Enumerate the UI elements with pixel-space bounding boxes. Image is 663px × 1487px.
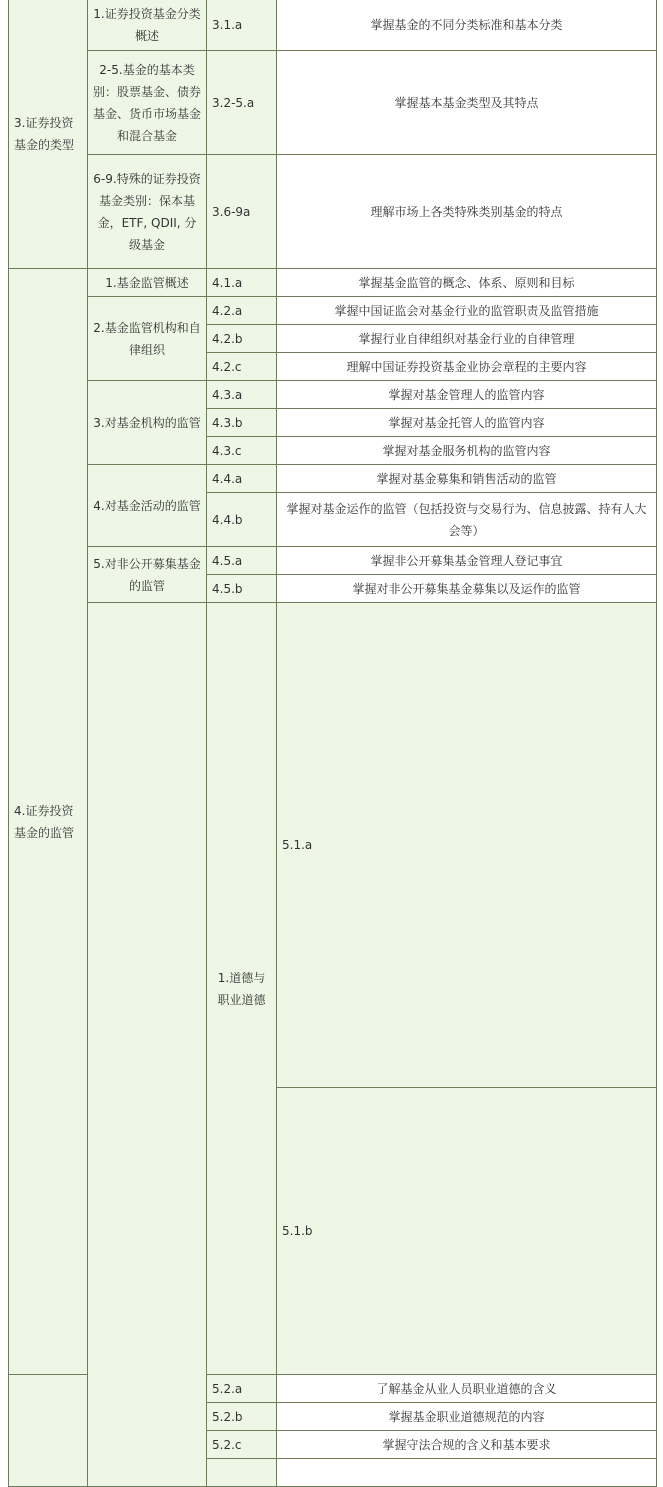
code-cell <box>207 1459 277 1487</box>
requirement-cell <box>277 1459 657 1487</box>
requirement-cell: 掌握对基金运作的监管（包括投资与交易行为、信息披露、持有人大会等） <box>277 493 657 547</box>
chapter-cell <box>88 603 207 1487</box>
requirement-cell: 掌握对基金管理人的监管内容 <box>277 381 657 409</box>
table-row <box>9 547 657 575</box>
section-cell: 1.基金监管概述 <box>88 269 207 297</box>
section-cell: 2-5.基金的基本类别：股票基金、债券基金、货币市场基金和混合基金 <box>88 51 207 155</box>
code-cell: 3.6-9a <box>207 155 277 269</box>
table-row <box>9 269 657 297</box>
section-cell <box>9 1375 88 1487</box>
code-cell: 4.2.c <box>207 353 277 381</box>
table-row <box>9 0 657 51</box>
section-cell: 5.对非公开募集基金的监管 <box>88 547 207 603</box>
section-cell: 1.道德与职业道德 <box>207 603 277 1375</box>
requirement-cell: 掌握基本基金类型及其特点 <box>277 51 657 155</box>
requirement-cell: 掌握行业自律组织对基金行业的自律管理 <box>277 325 657 353</box>
table-row <box>9 381 657 409</box>
requirement-cell: 掌握对基金募集和销售活动的监管 <box>277 465 657 493</box>
code-cell: 4.5.b <box>207 575 277 603</box>
code-cell: 5.2.b <box>207 1403 277 1431</box>
code-cell: 4.3.c <box>207 437 277 465</box>
table-row <box>9 155 657 269</box>
requirement-cell: 掌握对非公开募集基金募集以及运作的监管 <box>277 575 657 603</box>
code-cell: 5.1.a <box>277 603 657 1088</box>
syllabus-table <box>8 0 657 1487</box>
code-cell: 5.2.c <box>207 1431 277 1459</box>
section-cell: 6-9.特殊的证券投资基金类别：保本基金，ETF, QDII, 分级基金 <box>88 155 207 269</box>
section-cell: 2.基金监管机构和自律组织 <box>88 297 207 381</box>
code-cell: 3.2-5.a <box>207 51 277 155</box>
requirement-cell: 了解基金从业人员职业道德的含义 <box>277 1375 657 1403</box>
code-cell: 5.1.b <box>277 1088 657 1375</box>
requirement-cell: 掌握基金监管的概念、体系、原则和目标 <box>277 269 657 297</box>
requirement-cell: 掌握对基金服务机构的监管内容 <box>277 437 657 465</box>
code-cell: 4.4.b <box>207 493 277 547</box>
table-row <box>9 51 657 155</box>
section-cell: 4.对基金活动的监管 <box>88 465 207 547</box>
code-cell: 3.1.a <box>207 0 277 51</box>
code-cell: 4.3.a <box>207 381 277 409</box>
table-row <box>9 465 657 493</box>
section-cell: 3.对基金机构的监管 <box>88 381 207 465</box>
code-cell: 4.1.a <box>207 269 277 297</box>
table-row <box>9 297 657 325</box>
requirement-cell: 掌握非公开募集基金管理人登记事宜 <box>277 547 657 575</box>
table-row <box>9 603 657 1088</box>
code-cell: 5.2.a <box>207 1375 277 1403</box>
requirement-cell: 掌握守法合规的含义和基本要求 <box>277 1431 657 1459</box>
requirement-cell: 理解市场上各类特殊类别基金的特点 <box>277 155 657 269</box>
requirement-cell: 掌握基金的不同分类标准和基本分类 <box>277 0 657 51</box>
code-cell: 4.2.b <box>207 325 277 353</box>
chapter-cell: 4.证券投资基金的监管 <box>9 269 88 1375</box>
code-cell: 4.2.a <box>207 297 277 325</box>
code-cell: 4.4.a <box>207 465 277 493</box>
code-cell: 4.3.b <box>207 409 277 437</box>
requirement-cell: 理解中国证券投资基金业协会章程的主要内容 <box>277 353 657 381</box>
code-cell: 4.5.a <box>207 547 277 575</box>
requirement-cell: 掌握中国证监会对基金行业的监管职责及监管措施 <box>277 297 657 325</box>
section-cell: 1.证券投资基金分类概述 <box>88 0 207 51</box>
requirement-cell: 掌握基金职业道德规范的内容 <box>277 1403 657 1431</box>
requirement-cell: 掌握对基金托管人的监管内容 <box>277 409 657 437</box>
chapter-cell: 3.证券投资基金的类型 <box>9 0 88 269</box>
